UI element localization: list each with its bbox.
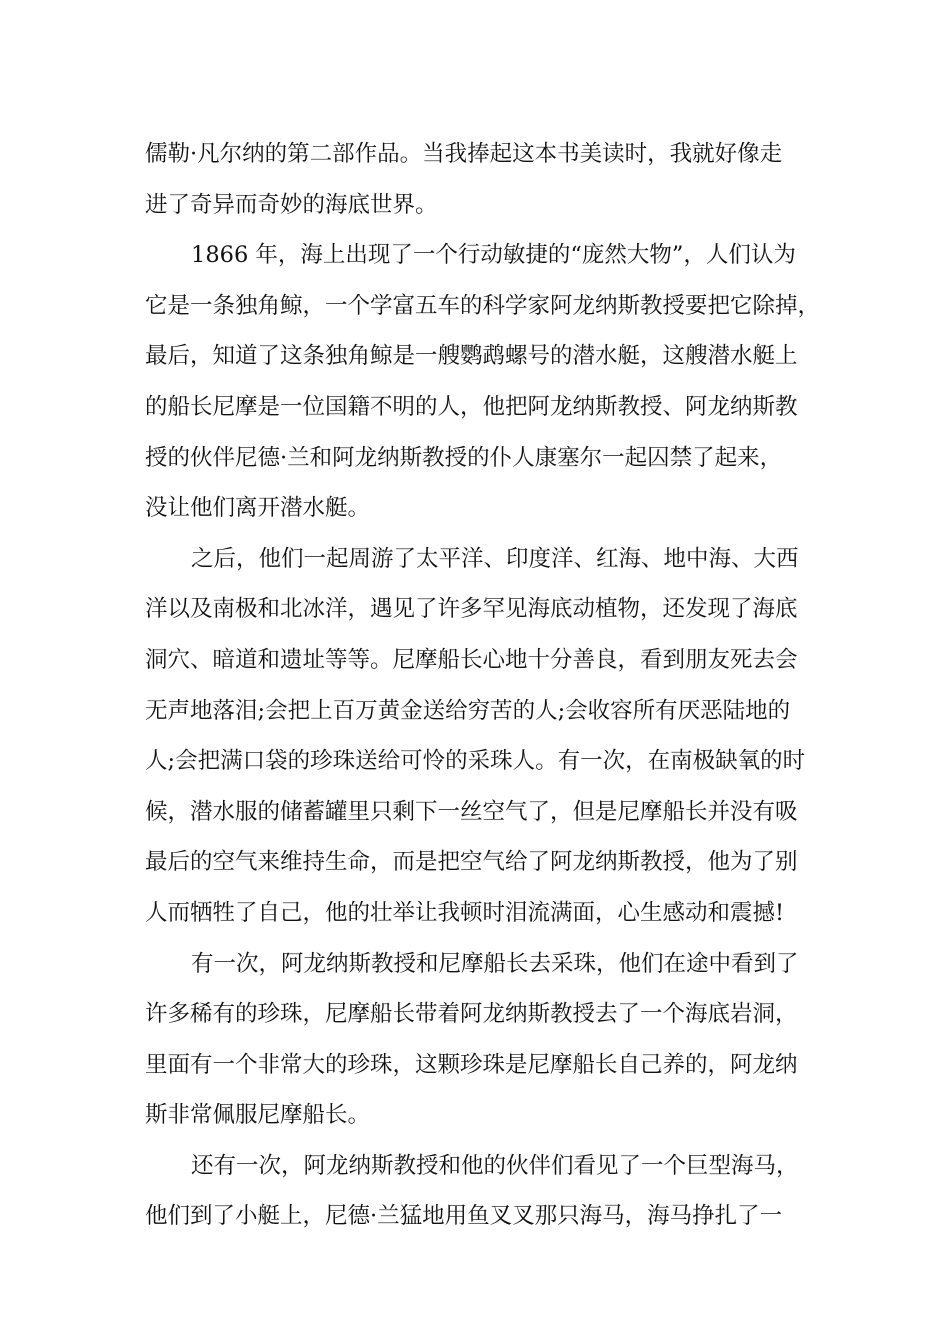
text-line: 人;会把满口袋的珍珠送给可怜的采珠人。有一次，在南极缺氧的时 [145, 748, 806, 775]
text-line: 最后，知道了这条独角鲸是一艘鹦鹉螺号的潜水艇，这艘潜水艇上 [145, 343, 798, 370]
text-line: 洋以及南极和北冰洋，遇见了许多罕见海底动植物，还发现了海底 [145, 596, 798, 623]
text-line: 没让他们离开潜水艇。 [145, 495, 371, 522]
text-line: 最后的空气来维持生命，而是把空气给了阿龙纳斯教授，他为了别 [145, 849, 798, 876]
text-line: 进了奇异而奇妙的海底世界。 [145, 191, 438, 218]
text-line: 儒勒·凡尔纳的第二部作品。当我捧起这本书美读时，我就好像走 [145, 141, 783, 167]
text-line: 无声地落泪;会把上百万黄金送给穷苦的人;会收容所有厌恶陆地的 [145, 697, 791, 724]
text-line: 之后，他们一起周游了太平洋、印度洋、红海、地中海、大西 [191, 545, 799, 572]
text-line: 有一次，阿龙纳斯教授和尼摩船长去采珠，他们在途中看到了 [191, 950, 799, 977]
text-line: 他们到了小艇上，尼德·兰猛地用鱼叉叉那只海马，海马挣扎了一 [145, 1203, 783, 1230]
body-text [145, 129, 825, 1242]
text-line: 还有一次，阿龙纳斯教授和他的伙伴们看见了一个巨型海马， [191, 1152, 799, 1179]
text-line: 的船长尼摩是一位国籍不明的人，他把阿龙纳斯教授、阿龙纳斯教 [145, 393, 798, 420]
text-line: 斯非常佩服尼摩船长。 [145, 1102, 371, 1129]
text-line: 人而牺牲了自己，他的壮举让我顿时泪流满面，心生感动和震撼! [145, 899, 785, 926]
text-line: 1866 年，海上出现了一个行动敏捷的“庞然大物”，人们认为 [191, 242, 796, 269]
text-line: 授的伙伴尼德·兰和阿龙纳斯教授的仆人康塞尔一起囚禁了起来， [145, 444, 783, 471]
text-line: 它是一条独角鲸，一个学富五车的科学家阿龙纳斯教授要把它除掉， [145, 292, 821, 319]
text-line: 候，潜水服的储蓄罐里只剩下一丝空气了，但是尼摩船长并没有吸 [145, 798, 798, 825]
text-line: 洞穴、暗道和遗址等等。尼摩船长心地十分善良，看到朋友死去会 [145, 646, 798, 673]
text-line: 里面有一个非常大的珍珠，这颗珍珠是尼摩船长自己养的，阿龙纳 [145, 1051, 798, 1078]
text-line: 许多稀有的珍珠，尼摩船长带着阿龙纳斯教授去了一个海底岩洞， [145, 1001, 798, 1028]
